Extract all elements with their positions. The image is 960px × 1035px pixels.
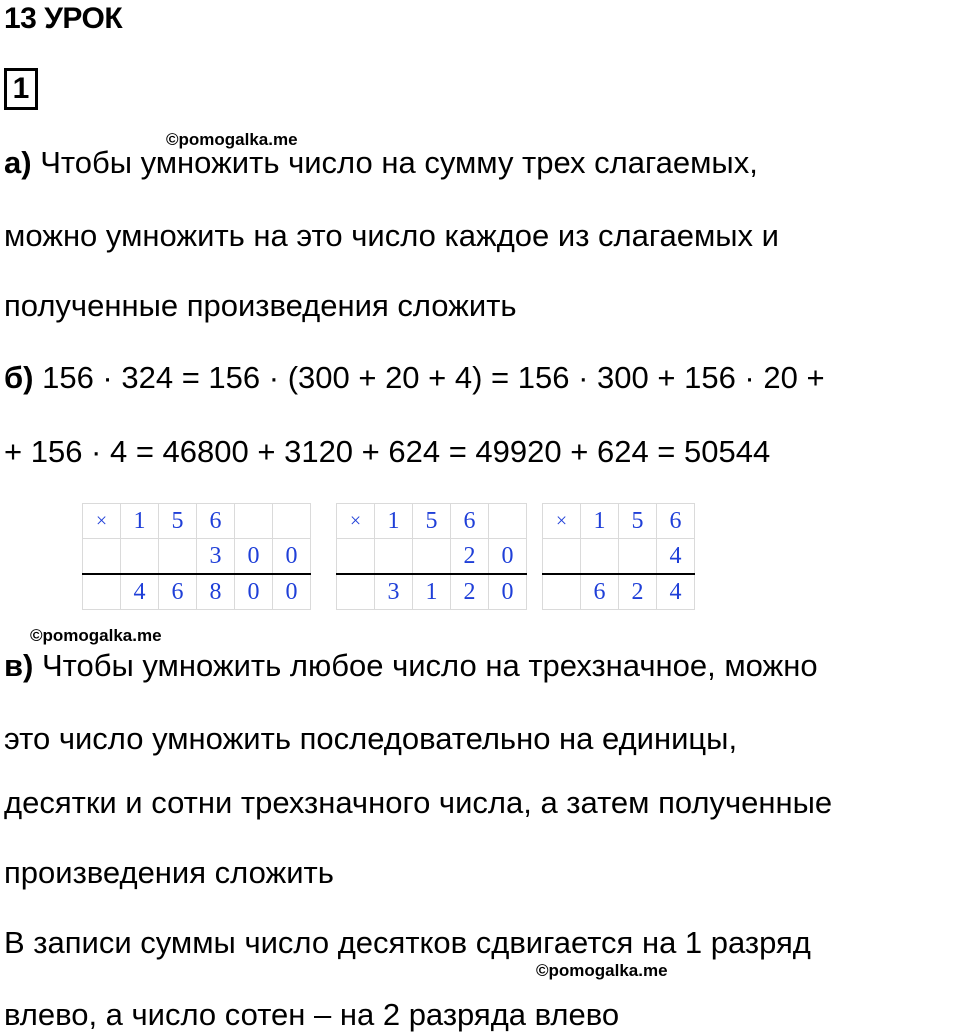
- multiplication-624: [542, 503, 695, 610]
- digit-cell: 2: [451, 574, 489, 610]
- part-b-marker: б): [4, 360, 34, 395]
- part-a-line-2: можно умножить на это число каждое из слагаемых и: [4, 218, 779, 253]
- digit-cell: 4: [121, 574, 159, 610]
- digit-cell: 5: [619, 504, 657, 539]
- factor-row: [83, 504, 311, 539]
- digit-cell: 6: [159, 574, 197, 610]
- part-c-marker: в): [4, 648, 34, 683]
- factor-row: [337, 504, 527, 539]
- result-row: [543, 574, 695, 610]
- factor-row: [543, 539, 695, 575]
- digit-cell: 0: [489, 539, 527, 575]
- part-c-line-2: это число умножить последовательно на единицы,: [4, 721, 738, 756]
- digit-cell: 4: [657, 574, 695, 610]
- task-number: 1: [4, 68, 38, 110]
- result-row: [83, 574, 311, 610]
- digit-cell: 1: [413, 574, 451, 610]
- digit-cell: 8: [197, 574, 235, 610]
- digit-cell: 6: [197, 504, 235, 539]
- digit-cell: [619, 539, 657, 575]
- factor-row: [337, 539, 527, 575]
- digit-cell: [83, 539, 121, 575]
- multiplication-46800: [82, 503, 311, 610]
- digit-cell: 0: [235, 574, 273, 610]
- digit-cell: 1: [375, 504, 413, 539]
- factor-row: [543, 504, 695, 539]
- digit-cell: 0: [235, 539, 273, 575]
- factor-row: [83, 539, 311, 575]
- part-b-line-1: б) 156 · 324 = 156 · (300 + 20 + 4) = 156 · 300 + 156 · 20 +: [4, 360, 825, 395]
- digit-cell: 0: [489, 574, 527, 610]
- part-c-line-4: произведения сложить: [4, 855, 334, 890]
- watermark: ©pomogalka.me: [30, 626, 162, 645]
- digit-cell: [121, 539, 159, 575]
- digit-cell: 2: [451, 539, 489, 575]
- digit-cell: 0: [273, 539, 311, 575]
- result-row: [337, 574, 527, 610]
- part-a-line-3: полученные произведения сложить: [4, 288, 517, 323]
- multiply-sign: ×: [337, 504, 375, 539]
- part-b-line-2: + 156 · 4 = 46800 + 3120 + 624 = 49920 + 624 = 50544: [4, 434, 771, 469]
- part-a-line-1: а) Чтобы умножить число на сумму трех слагаемых,: [4, 145, 758, 180]
- digit-cell: 4: [657, 539, 695, 575]
- digit-cell: 0: [273, 574, 311, 610]
- part-c-line-5: В записи суммы число десятков сдвигается на 1 разряд: [4, 925, 811, 960]
- digit-cell: 3: [375, 574, 413, 610]
- watermark: ©pomogalka.me: [166, 130, 298, 149]
- digit-cell: [273, 504, 311, 539]
- part-c-line-3: десятки и сотни трехзначного числа, а затем полученные: [4, 785, 833, 820]
- digit-cell: 1: [581, 504, 619, 539]
- digit-cell: [543, 574, 581, 610]
- digit-cell: 6: [581, 574, 619, 610]
- digit-cell: [581, 539, 619, 575]
- digit-cell: [413, 539, 451, 575]
- digit-cell: [337, 539, 375, 575]
- digit-cell: [543, 539, 581, 575]
- digit-cell: 5: [413, 504, 451, 539]
- digit-cell: [337, 574, 375, 610]
- multiply-sign: ×: [543, 504, 581, 539]
- digit-cell: 5: [159, 504, 197, 539]
- digit-cell: [489, 504, 527, 539]
- digit-cell: 6: [451, 504, 489, 539]
- digit-cell: [83, 574, 121, 610]
- part-a-marker: а): [4, 145, 32, 180]
- part-c-line-1: в) Чтобы умножить любое число на трехзначное, можно: [4, 648, 818, 683]
- digit-cell: 1: [121, 504, 159, 539]
- digit-cell: 3: [197, 539, 235, 575]
- page-title: 13 УРОК: [4, 2, 123, 35]
- watermark: ©pomogalka.me: [536, 961, 668, 980]
- multiplication-3120: [336, 503, 527, 610]
- digit-cell: 2: [619, 574, 657, 610]
- digit-cell: 6: [657, 504, 695, 539]
- part-c-line-6: влево, а число сотен – на 2 разряда влево: [4, 997, 620, 1032]
- digit-cell: [375, 539, 413, 575]
- multiply-sign: ×: [83, 504, 121, 539]
- digit-cell: [235, 504, 273, 539]
- digit-cell: [159, 539, 197, 575]
